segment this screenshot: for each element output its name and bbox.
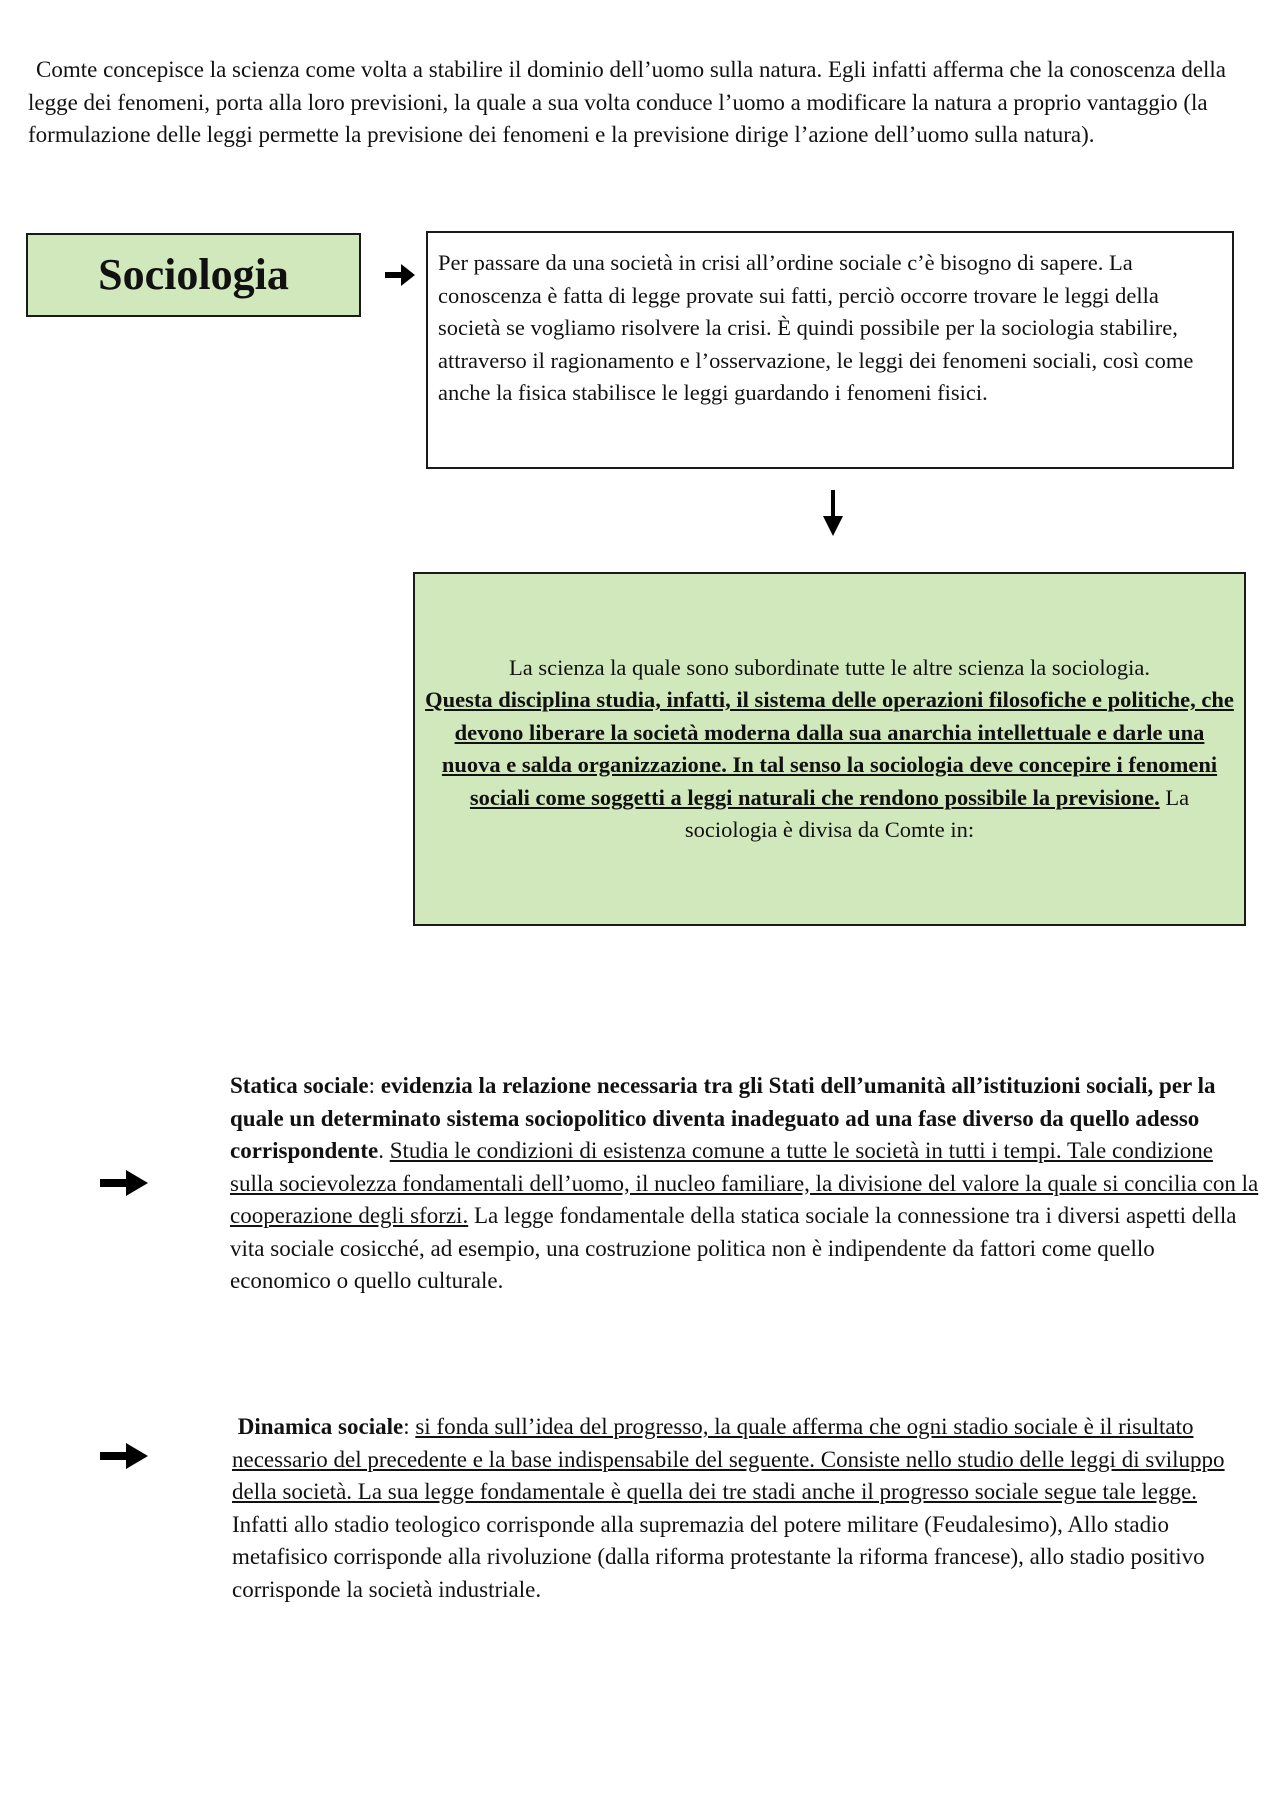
science-lead: La scienza la quale sono subordinate tutte le altre scienza la sociologia. — [509, 654, 1150, 680]
science-emphasis: Questa disciplina studia, infatti, il sistema delle operazioni filosofiche e politiche, che devono liberare la società moderna dalla sua anarchia intellettuale e darle una nuova e salda organizzazione. In tal senso la sociologia deve concepire i fenomeni sociali come soggetti a leggi naturali che rendono possibile la previsione. — [425, 687, 1234, 810]
science-text — [425, 652, 1234, 847]
dinamica-sociale-section: Dinamica sociale: si fonda sull’idea del progresso, la quale afferma che ogni stadio sociale è il risultato necessario del precedente e la base indispensabile del seguente. Consiste nello studio delle leggi di sviluppo della società. La sua legge fondamentale è quella dei tre stadi anche il progresso sociale segue tale legge. Infatti allo stadio teologico corrisponde alla supremazia del potere militare (Feudalesimo), Allo stadio metafisico corrisponde alla rivoluzione (dalla riforma protestante la riforma francese), allo stadio positivo corrisponde la società industriale. — [232, 1414, 1225, 1602]
statica-sociale-section: Statica sociale: evidenzia la relazione necessaria tra gli Stati dell’umanità all’istituzioni sociali, per la quale un determinato sistema sociopolitico diventa inadeguato ad una fase diverso da quello adesso corrispondente. Studia le condizioni di esistenza comune a tutte le società in tutti i tempi. Tale condizione sulla socievolezza fondamentali dell’uomo, il nucleo familiare, la divisione del valore la quale si concilia con la cooperazione degli sforzi. La legge fondamentale della statica sociale la connessione tra i diversi aspetti della vita sociale cosicché, ad esempio, una costruzione politica non è indipendente da fattori come quello economico o quello culturale. — [230, 1073, 1259, 1293]
arrow-right-icon — [385, 262, 417, 288]
dinamica-term: Dinamica sociale — [237, 1414, 404, 1439]
statica-plain-text: La legge fondamentale della statica sociale la connessione tra i diversi aspetti della vita sociale cosicché, ad esempio, una costruzione politica non è indipendente da fattori come quello economico o quello culturale. — [230, 1203, 1237, 1293]
dinamica-underlined-text: si fonda sull’idea del progresso, la quale afferma che ogni stadio sociale è il risultato necessario del precedente e la base indispensabile del seguente. Consiste nello studio delle leggi di sviluppo della società. La sua legge fondamentale è quella dei tre stadi anche il progresso sociale segue tale legge. — [232, 1414, 1225, 1504]
statica-term: Statica sociale — [230, 1073, 369, 1098]
sociologia-title-box — [26, 233, 361, 317]
arrow-down-icon — [821, 490, 845, 538]
arrow-right-icon — [100, 1441, 150, 1471]
statica-bold-text: evidenzia la relazione necessaria tra gli Stati dell’umanità all’istituzioni sociali, per la quale un determinato sistema sociopolitico diventa inadeguato ad una fase diverso da quello adesso corrispondente — [230, 1073, 1216, 1163]
arrow-right-icon — [100, 1168, 150, 1198]
science-box — [413, 572, 1246, 926]
intro-paragraph: Comte concepisce la scienza come volta a stabilire il dominio dell’uomo sulla natura. Egli infatti afferma che la conoscenza della legge dei fenomeni, porta alla loro previsioni, la quale a sua volta conduce l’uomo a modificare la natura a proprio vantaggio (la formulazione delle leggi permette la previsione dei fenomeni e la previsione dirige l’azione dell’uomo sulla natura). — [28, 57, 1227, 147]
statica-underlined-text: Studia le condizioni di esistenza comune a tutte le società in tutti i tempi. Tale condizione sulla socievolezza fondamentali dell’uomo, il nucleo familiare, la divisione del valore la quale si concilia con la cooperazione degli sforzi. — [230, 1138, 1259, 1228]
science-tail: La sociologia è divisa da Comte in: — [684, 784, 1190, 842]
definition-text: Per passare da una società in crisi all’ordine sociale c’è bisogno di sapere. La conoscenza è fatta di legge provate sui fatti, perciò occorre trovare le leggi della società se vogliamo risolvere la crisi. È quindi possibile per la sociologia stabilire, attraverso il ragionamento e l’osservazione, le leggi dei fenomeni sociali, così come anche la fisica stabilisce le leggi guardando i fenomeni fisici. — [438, 250, 1194, 405]
dinamica-plain-text: Infatti allo stadio teologico corrisponde alla supremazia del potere militare (Feudalesimo), Allo stadio metafisico corrisponde alla rivoluzione (dalla riforma protestante la riforma francese), allo stadio positivo corrisponde la società industriale. — [232, 1511, 1205, 1602]
sociologia-title: Sociologia — [98, 250, 289, 299]
definition-box — [426, 231, 1234, 469]
